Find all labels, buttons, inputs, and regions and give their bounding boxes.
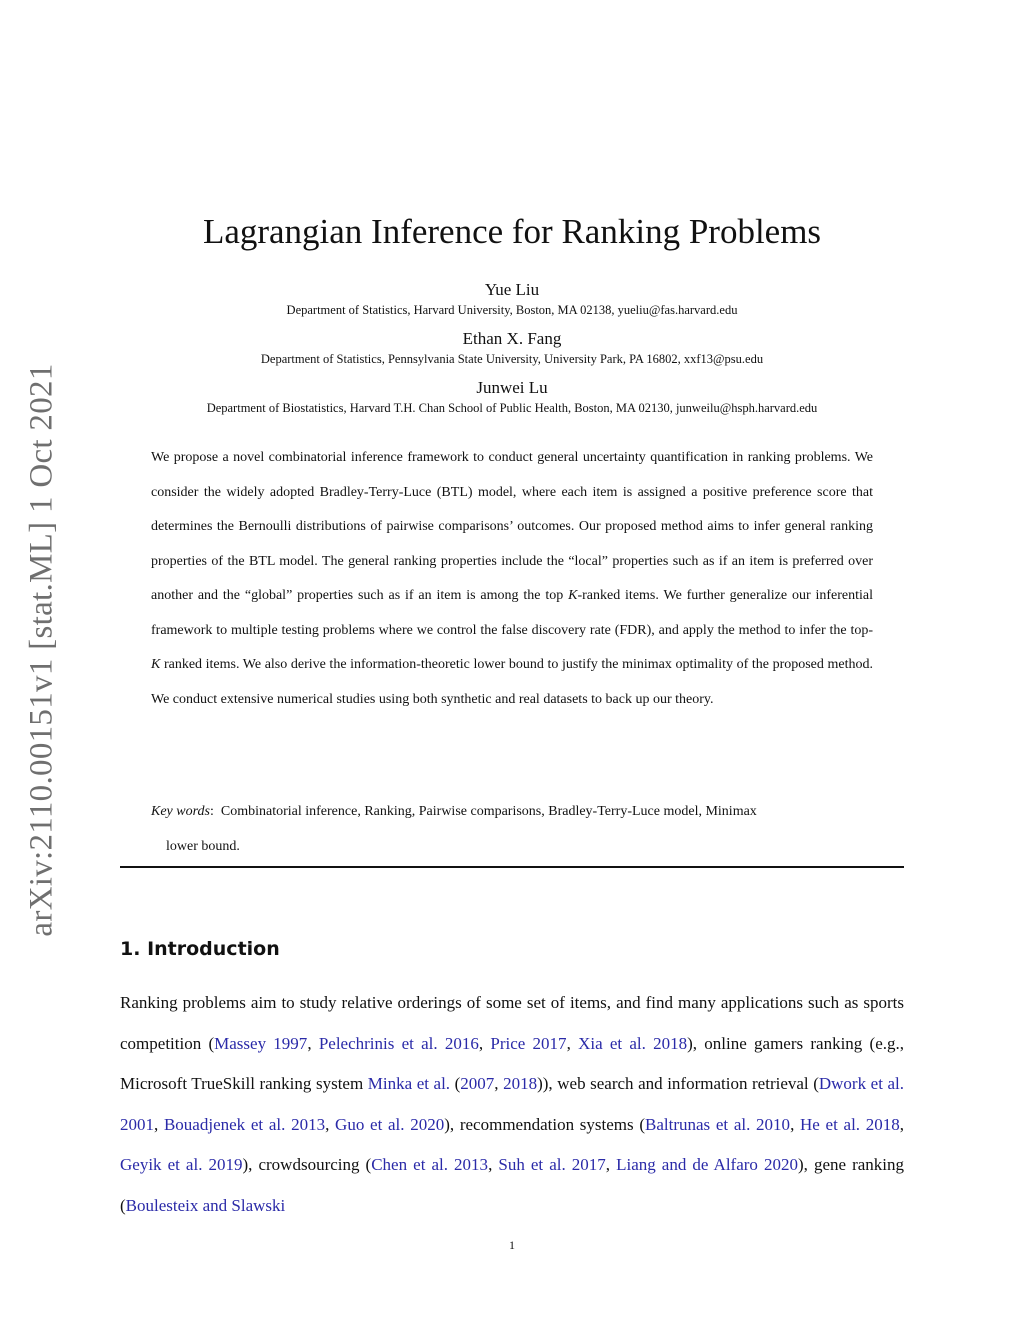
citation-link[interactable]: Chen et al. 2013 <box>371 1155 489 1175</box>
citation-link[interactable]: 2007 <box>460 1074 495 1094</box>
citation-link[interactable]: Price 2017 <box>490 1033 567 1053</box>
abstract-math-k: K <box>568 588 578 603</box>
section-title: Introduction <box>147 938 280 960</box>
keywords-colon: : <box>209 804 214 819</box>
intro-text: Ranking problems aim to study relative orderings of some set of items, and find many applications such as sports competition ( <box>120 993 904 1053</box>
paper-title: Lagrangian Inference for Ranking Problems <box>202 212 822 251</box>
arxiv-identifier-stamp: arXiv:2110.00151v1 [stat.ML] 1 Oct 2021 <box>23 363 60 937</box>
intro-text: , <box>307 1033 319 1053</box>
keywords-list-continued: lower bound. <box>166 839 240 854</box>
intro-text: ), crowdsourcing ( <box>242 1155 372 1175</box>
intro-text: , <box>494 1074 504 1094</box>
intro-text: , <box>325 1114 336 1134</box>
citation-link[interactable]: 2018 <box>503 1074 538 1094</box>
citation-link[interactable]: Liang and de Alfaro 2020 <box>616 1155 798 1175</box>
citation-link[interactable]: Dwork et al. 2001 <box>120 1074 904 1134</box>
citation-link[interactable]: Guo et al. 2020 <box>335 1114 445 1134</box>
author-name-3: Junwei Lu <box>476 378 548 397</box>
intro-text: , <box>566 1033 579 1053</box>
citation-link[interactable]: Bouadjenek et al. 2013 <box>163 1114 326 1134</box>
intro-text: , <box>154 1114 164 1134</box>
citation-link[interactable]: Baltrunas et al. 2010 <box>645 1114 791 1134</box>
intro-text: , <box>790 1114 801 1134</box>
section-divider <box>120 866 904 868</box>
intro-text: )), web search and information retrieval ( <box>537 1074 819 1094</box>
intro-text: ( <box>450 1074 461 1094</box>
abstract-text-1: We propose a novel combinatorial inference framework to conduct general uncertainty quantification in ranking problems. We consider the widely adopted Bradley-Terry-Luce (BTL) model, where each item is assigned a positive preference score that determines the Bernoulli distributions of pairwise comparisons’ outcomes. Our proposed method aims to infer general ranking properties of the BTL model. The general ranking properties include the “local” properties such as if an item is preferred over another and the “global” properties such as if an item is among the top <box>151 450 873 603</box>
intro-text: , <box>605 1155 617 1175</box>
citation-link[interactable]: He et al. 2018 <box>800 1114 900 1134</box>
citation-link[interactable]: Pelechrinis et al. 2016 <box>318 1033 479 1053</box>
intro-text: ), gene ranking ( <box>120 1155 905 1215</box>
keywords-list: Combinatorial inference, Ranking, Pairwise comparisons, Bradley-Terry-Luce model, Minimax <box>220 804 757 819</box>
citation-link[interactable]: Geyik et al. 2019 <box>120 1155 243 1175</box>
author-name-1: Yue Liu <box>484 280 540 299</box>
abstract <box>151 441 873 717</box>
author-affiliation-3: Department of Biostatistics, Harvard T.H. Chan School of Public Health, Boston, MA 02130, junweilu@hsph.harvard.edu <box>206 401 818 415</box>
intro-text: ), online gamers ranking (e.g., Microsoft TrueSkill ranking system <box>120 1033 905 1094</box>
intro-paragraph <box>120 983 904 1227</box>
intro-text: , <box>899 1114 905 1134</box>
author-name-2: Ethan X. Fang <box>462 329 562 348</box>
citation-link[interactable]: Xia et al. 2018 <box>578 1033 688 1053</box>
citation-link[interactable]: Boulesteix and Slawski <box>125 1195 286 1215</box>
intro-text: ), recommendation systems ( <box>444 1114 645 1134</box>
section-heading <box>120 938 280 960</box>
section-number: 1. <box>120 938 141 960</box>
page-number: 1 <box>509 1238 515 1252</box>
citation-link[interactable]: Minka et al. <box>367 1074 451 1094</box>
intro-text: , <box>488 1155 499 1175</box>
keywords <box>151 794 873 864</box>
author-affiliation-1: Department of Statistics, Harvard University, Boston, MA 02138, yueliu@fas.harvard.edu <box>286 303 738 317</box>
intro-text: , <box>478 1033 491 1053</box>
citation-link[interactable]: Suh et al. 2017 <box>498 1155 606 1175</box>
citation-link[interactable]: Massey 1997 <box>214 1033 308 1053</box>
abstract-text-3: ranked items. We also derive the information-theoretic lower bound to justify the minimax optimality of the proposed method. We conduct extensive numerical studies using both synthetic and real datasets to back up our theory. <box>151 657 873 707</box>
author-affiliation-2: Department of Statistics, Pennsylvania State University, University Park, PA 16802, xxf13@psu.edu <box>260 352 764 366</box>
abstract-text-2: -ranked items. We further generalize our inferential framework to multiple testing problems where we control the false discovery rate (FDR), and apply the method to infer the top- <box>151 588 873 638</box>
abstract-math-k: K <box>151 657 161 672</box>
keywords-label: Key words <box>151 804 210 819</box>
